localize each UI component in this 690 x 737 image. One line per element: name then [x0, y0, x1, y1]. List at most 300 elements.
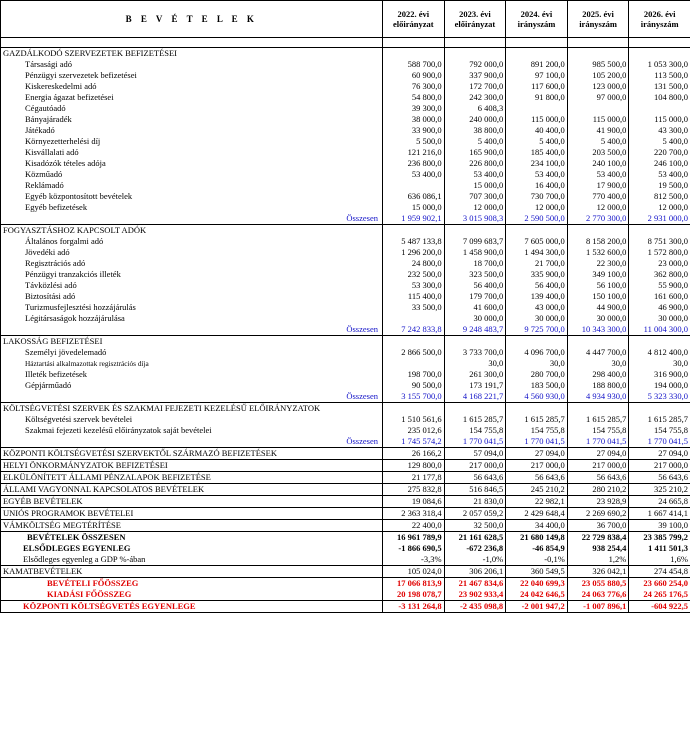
- value-cell: -2 435 098,8: [444, 601, 506, 613]
- value-cell: 4 096 700,0: [506, 347, 568, 358]
- value-cell: 154 755,8: [506, 425, 568, 436]
- value-cell: 17 066 813,9: [383, 578, 445, 590]
- value-cell: 8 158 200,0: [567, 236, 629, 247]
- value-cell: 362 800,0: [629, 269, 690, 280]
- value-cell: -672 236,8: [444, 543, 506, 554]
- value-cell: 1,2%: [567, 554, 629, 566]
- value-cell: 240 100,0: [567, 158, 629, 169]
- row-label: Összesen: [1, 324, 383, 336]
- row-label: ELKÜLÖNÍTETT ÁLLAMI PÉNZALAPOK BEFIZETÉSE: [1, 472, 383, 484]
- value-cell: 1 053 300,0: [629, 59, 690, 70]
- value-cell: 115 000,0: [567, 114, 629, 125]
- value-cell: 220 700,0: [629, 147, 690, 158]
- table-row: [1, 369, 690, 380]
- category-row: [1, 460, 690, 472]
- table-row: [1, 158, 690, 169]
- value-cell: 115 000,0: [506, 114, 568, 125]
- value-cell: 7 242 833,8: [383, 324, 445, 336]
- value-cell: 56 643,6: [444, 472, 506, 484]
- value-cell: 36 700,0: [567, 520, 629, 532]
- value-cell: 43 300,0: [629, 125, 690, 136]
- value-cell: 7 605 000,0: [506, 236, 568, 247]
- value-cell: 56 643,6: [567, 472, 629, 484]
- row-label: BEVÉTELEK ÖSSZESEN: [1, 532, 383, 544]
- row-label: KÖZPONTI KÖLTSÉGVETÉSI SZERVEKTŐL SZÁRMAZÓ BEFIZETÉSEK: [1, 448, 383, 460]
- value-cell: 60 900,0: [383, 70, 445, 81]
- table-row: [1, 347, 690, 358]
- row-label: LAKOSSÁG BEFIZETÉSEI: [1, 336, 383, 348]
- value-cell: 2 931 000,0: [629, 213, 690, 225]
- value-cell: 792 000,0: [444, 59, 506, 70]
- value-cell: 246 100,0: [629, 158, 690, 169]
- value-cell: 1 532 600,0: [567, 247, 629, 258]
- table-row: [1, 358, 690, 369]
- value-cell: [506, 48, 568, 60]
- value-cell: 55 900,0: [629, 280, 690, 291]
- value-cell: [567, 225, 629, 237]
- value-cell: 1 959 902,1: [383, 213, 445, 225]
- value-cell: 41 900,0: [567, 125, 629, 136]
- value-cell: 707 300,0: [444, 191, 506, 202]
- category-row: [1, 484, 690, 496]
- row-label: Légitársaságok hozzájárulása: [1, 313, 383, 324]
- value-cell: 5 400,0: [567, 136, 629, 147]
- value-cell: [629, 48, 690, 60]
- value-cell: 56 400,0: [444, 280, 506, 291]
- value-cell: 12 000,0: [629, 202, 690, 213]
- value-cell: 40 400,0: [506, 125, 568, 136]
- row-label: Kisvállalati adó: [1, 147, 383, 158]
- row-label: Közműadó: [1, 169, 383, 180]
- value-cell: [383, 225, 445, 237]
- table-row: [1, 92, 690, 103]
- row-label: Pénzügyi szervezetek befizetései: [1, 70, 383, 81]
- value-cell: 27 094,0: [506, 448, 568, 460]
- value-cell: 1 411 501,3: [629, 543, 690, 554]
- value-cell: 298 400,0: [567, 369, 629, 380]
- value-cell: 22 300,0: [567, 258, 629, 269]
- value-cell: 274 454,8: [629, 566, 690, 578]
- value-cell: 1 615 285,7: [629, 414, 690, 425]
- value-cell: 76 300,0: [383, 81, 445, 92]
- value-cell: 53 400,0: [629, 169, 690, 180]
- row-label: Személyi jövedelemadó: [1, 347, 383, 358]
- value-cell: 161 600,0: [629, 291, 690, 302]
- value-cell: 516 846,5: [444, 484, 506, 496]
- value-cell: 242 300,0: [444, 92, 506, 103]
- value-cell: 5 500,0: [383, 136, 445, 147]
- table-row: [1, 269, 690, 280]
- value-cell: 179 700,0: [444, 291, 506, 302]
- row-label: Összesen: [1, 391, 383, 403]
- value-cell: 316 900,0: [629, 369, 690, 380]
- value-cell: 325 210,2: [629, 484, 690, 496]
- value-cell: 326 042,1: [567, 566, 629, 578]
- row-label: GAZDÁLKODÓ SZERVEZETEK BEFIZETÉSEI: [1, 48, 383, 60]
- row-label: Reklámadó: [1, 180, 383, 191]
- value-cell: 56 643,6: [506, 472, 568, 484]
- value-cell: 39 100,0: [629, 520, 690, 532]
- table-row: [1, 291, 690, 302]
- value-cell: [506, 336, 568, 348]
- value-cell: 9 725 700,0: [506, 324, 568, 336]
- value-cell: 1 615 285,7: [444, 414, 506, 425]
- row-label: Távközlési adó: [1, 280, 383, 291]
- value-cell: 323 500,0: [444, 269, 506, 280]
- value-cell: 198 700,0: [383, 369, 445, 380]
- value-cell: 53 400,0: [444, 169, 506, 180]
- value-cell: [506, 225, 568, 237]
- value-cell: 53 400,0: [567, 169, 629, 180]
- value-cell: 1 296 200,0: [383, 247, 445, 258]
- value-cell: 150 100,0: [567, 291, 629, 302]
- value-cell: 26 166,2: [383, 448, 445, 460]
- value-cell: 5 400,0: [444, 136, 506, 147]
- value-cell: 154 755,8: [567, 425, 629, 436]
- value-cell: [567, 48, 629, 60]
- table-row: [1, 114, 690, 125]
- value-cell: 90 500,0: [383, 380, 445, 391]
- value-cell: 4 168 221,7: [444, 391, 506, 403]
- interest-revenue-row: [1, 566, 690, 578]
- value-cell: 10 343 300,0: [567, 324, 629, 336]
- grand-total-row: [1, 532, 690, 544]
- value-cell: 6 408,3: [444, 103, 506, 114]
- value-cell: 97 100,0: [506, 70, 568, 81]
- value-cell: 23 902 933,4: [444, 589, 506, 601]
- main-total-row: [1, 589, 690, 601]
- value-cell: 27 094,0: [629, 448, 690, 460]
- value-cell: 194 000,0: [629, 380, 690, 391]
- value-cell: 33 900,0: [383, 125, 445, 136]
- value-cell: 46 900,0: [629, 302, 690, 313]
- value-cell: 53 300,0: [383, 280, 445, 291]
- value-cell: 19 500,0: [629, 180, 690, 191]
- value-cell: [506, 403, 568, 415]
- value-cell: 24 063 776,6: [567, 589, 629, 601]
- subtotal-row: [1, 436, 690, 448]
- value-cell: 105 200,0: [567, 70, 629, 81]
- row-label: ELSŐDLEGES EGYENLEG: [1, 543, 383, 554]
- row-label: Költségvetési szervek bevételei: [1, 414, 383, 425]
- value-cell: 2 866 500,0: [383, 347, 445, 358]
- value-cell: 1 572 800,0: [629, 247, 690, 258]
- value-cell: 53 400,0: [506, 169, 568, 180]
- value-cell: [383, 403, 445, 415]
- value-cell: 2 363 318,4: [383, 508, 445, 520]
- value-cell: 22 040 699,3: [506, 578, 568, 590]
- value-cell: 41 600,0: [444, 302, 506, 313]
- col-header-2022: 2022. évi előirányzat: [383, 1, 445, 38]
- value-cell: -0,1%: [506, 554, 568, 566]
- table-row: [1, 236, 690, 247]
- table-row: [1, 247, 690, 258]
- value-cell: 3 733 700,0: [444, 347, 506, 358]
- row-label: KÖZPONTI KÖLTSÉGVETÉS EGYENLEGE: [1, 601, 383, 613]
- value-cell: 18 700,0: [444, 258, 506, 269]
- row-label: Egyéb központosított bevételek: [1, 191, 383, 202]
- value-cell: 53 400,0: [383, 169, 445, 180]
- value-cell: 588 700,0: [383, 59, 445, 70]
- value-cell: 23 000,0: [629, 258, 690, 269]
- value-cell: 30,0: [629, 358, 690, 369]
- value-cell: -3 131 264,8: [383, 601, 445, 613]
- value-cell: [383, 38, 445, 48]
- table-row: [1, 180, 690, 191]
- row-label: KAMATBEVÉTELEK: [1, 566, 383, 578]
- value-cell: 23 928,9: [567, 496, 629, 508]
- table-row: [1, 70, 690, 81]
- row-label: [1, 38, 383, 48]
- value-cell: 121 216,0: [383, 147, 445, 158]
- table-row: [1, 191, 690, 202]
- value-cell: 21 680 149,8: [506, 532, 568, 544]
- row-label: Háztartási alkalmazottak regisztrációs díja: [1, 358, 383, 369]
- value-cell: 280 210,2: [567, 484, 629, 496]
- value-cell: 30 000,0: [629, 313, 690, 324]
- col-header-2023: 2023. évi előirányzat: [444, 1, 506, 38]
- value-cell: -2 001 947,2: [506, 601, 568, 613]
- row-label: Biztosítási adó: [1, 291, 383, 302]
- col-header-2024: 2024. évi irányszám: [506, 1, 568, 38]
- main-total-row: [1, 578, 690, 590]
- value-cell: 3 015 908,3: [444, 213, 506, 225]
- row-label: Összesen: [1, 436, 383, 448]
- value-cell: 275 832,8: [383, 484, 445, 496]
- value-cell: 22 982,1: [506, 496, 568, 508]
- subtotal-row: [1, 324, 690, 336]
- value-cell: 38 000,0: [383, 114, 445, 125]
- value-cell: 21 830,0: [444, 496, 506, 508]
- value-cell: 30,0: [506, 358, 568, 369]
- value-cell: 891 200,0: [506, 59, 568, 70]
- value-cell: 22 400,0: [383, 520, 445, 532]
- value-cell: 349 100,0: [567, 269, 629, 280]
- value-cell: 1 770 041,5: [567, 436, 629, 448]
- value-cell: 12 000,0: [444, 202, 506, 213]
- row-label: Jövedéki adó: [1, 247, 383, 258]
- value-cell: -46 854,9: [506, 543, 568, 554]
- value-cell: 30 000,0: [567, 313, 629, 324]
- value-cell: 12 000,0: [567, 202, 629, 213]
- value-cell: 21 177,8: [383, 472, 445, 484]
- value-cell: 115 400,0: [383, 291, 445, 302]
- value-cell: 23 660 254,0: [629, 578, 690, 590]
- value-cell: 12 000,0: [506, 202, 568, 213]
- row-label: Turizmusfejlesztési hozzájárulás: [1, 302, 383, 313]
- value-cell: 91 800,0: [506, 92, 568, 103]
- row-label: Pénzügyi tranzakciós illeték: [1, 269, 383, 280]
- value-cell: [444, 225, 506, 237]
- value-cell: -3,3%: [383, 554, 445, 566]
- value-cell: 172 700,0: [444, 81, 506, 92]
- value-cell: 217 000,0: [444, 460, 506, 472]
- value-cell: [444, 38, 506, 48]
- value-cell: 4 560 930,0: [506, 391, 568, 403]
- row-label: ÁLLAMI VAGYONNAL KAPCSOLATOS BEVÉTELEK: [1, 484, 383, 496]
- table-row: [1, 147, 690, 158]
- value-cell: 19 084,6: [383, 496, 445, 508]
- value-cell: 57 094,0: [444, 448, 506, 460]
- table-row: [1, 136, 690, 147]
- value-cell: [444, 336, 506, 348]
- value-cell: 1 510 561,6: [383, 414, 445, 425]
- value-cell: 44 900,0: [567, 302, 629, 313]
- table-body: [1, 38, 690, 613]
- value-cell: 770 400,0: [567, 191, 629, 202]
- primary-balance-row: [1, 543, 690, 554]
- value-cell: 16 961 789,9: [383, 532, 445, 544]
- value-cell: 4 447 700,0: [567, 347, 629, 358]
- value-cell: 24 265 176,5: [629, 589, 690, 601]
- value-cell: 22 729 838,4: [567, 532, 629, 544]
- value-cell: 56 100,0: [567, 280, 629, 291]
- value-cell: 33 500,0: [383, 302, 445, 313]
- value-cell: [444, 403, 506, 415]
- value-cell: 5 323 330,0: [629, 391, 690, 403]
- value-cell: 337 900,0: [444, 70, 506, 81]
- value-cell: 56 643,6: [629, 472, 690, 484]
- value-cell: 30 000,0: [506, 313, 568, 324]
- table-row: [1, 81, 690, 92]
- value-cell: 636 086,1: [383, 191, 445, 202]
- value-cell: 104 800,0: [629, 92, 690, 103]
- value-cell: 232 500,0: [383, 269, 445, 280]
- value-cell: 217 000,0: [506, 460, 568, 472]
- row-label: KÖLTSÉGVETÉSI SZERVEK ÉS SZAKMAI FEJEZETI KEZELÉSŰ ELŐIRÁNYZATOK: [1, 403, 383, 415]
- value-cell: 2 770 300,0: [567, 213, 629, 225]
- table-row: [1, 380, 690, 391]
- value-cell: 115 000,0: [629, 114, 690, 125]
- section-header-row: [1, 48, 690, 60]
- value-cell: 113 500,0: [629, 70, 690, 81]
- table-row: [1, 103, 690, 114]
- row-label: Energia ágazat befizetései: [1, 92, 383, 103]
- value-cell: 24 800,0: [383, 258, 445, 269]
- subtotal-row: [1, 391, 690, 403]
- value-cell: 280 700,0: [506, 369, 568, 380]
- value-cell: 30,0: [444, 358, 506, 369]
- value-cell: 1,6%: [629, 554, 690, 566]
- value-cell: 123 000,0: [567, 81, 629, 92]
- value-cell: 27 094,0: [567, 448, 629, 460]
- value-cell: -1 007 896,1: [567, 601, 629, 613]
- value-cell: 11 004 300,0: [629, 324, 690, 336]
- value-cell: 15 000,0: [383, 202, 445, 213]
- table-row: [1, 59, 690, 70]
- value-cell: 236 800,0: [383, 158, 445, 169]
- value-cell: 985 500,0: [567, 59, 629, 70]
- row-label: Cégautóadó: [1, 103, 383, 114]
- table-row: [1, 313, 690, 324]
- value-cell: 5 400,0: [629, 136, 690, 147]
- value-cell: 203 500,0: [567, 147, 629, 158]
- row-label: Általános forgalmi adó: [1, 236, 383, 247]
- value-cell: [567, 336, 629, 348]
- value-cell: [506, 103, 568, 114]
- value-cell: 4 812 400,0: [629, 347, 690, 358]
- section-header-row: [1, 336, 690, 348]
- value-cell: 3 155 700,0: [383, 391, 445, 403]
- value-cell: [506, 38, 568, 48]
- value-cell: 1 615 285,7: [567, 414, 629, 425]
- value-cell: 43 000,0: [506, 302, 568, 313]
- value-cell: 234 100,0: [506, 158, 568, 169]
- value-cell: [383, 358, 445, 369]
- table-row: [1, 425, 690, 436]
- row-label: Regisztrációs adó: [1, 258, 383, 269]
- value-cell: 335 900,0: [506, 269, 568, 280]
- value-cell: 1 770 041,5: [444, 436, 506, 448]
- value-cell: 38 800,0: [444, 125, 506, 136]
- col-header-2025: 2025. évi irányszám: [567, 1, 629, 38]
- value-cell: 7 099 683,7: [444, 236, 506, 247]
- value-cell: -604 922,5: [629, 601, 690, 613]
- value-cell: 1 745 574,2: [383, 436, 445, 448]
- value-cell: 20 198 078,7: [383, 589, 445, 601]
- value-cell: 306 206,1: [444, 566, 506, 578]
- value-cell: 21 467 834,6: [444, 578, 506, 590]
- row-label: BEVÉTELI FŐÖSSZEG: [1, 578, 383, 590]
- value-cell: [383, 313, 445, 324]
- value-cell: [567, 38, 629, 48]
- value-cell: 139 400,0: [506, 291, 568, 302]
- value-cell: 23 055 880,5: [567, 578, 629, 590]
- value-cell: 2 429 648,4: [506, 508, 568, 520]
- row-label: Elsődleges egyenleg a GDP %-ában: [1, 554, 383, 566]
- value-cell: 5 400,0: [506, 136, 568, 147]
- value-cell: [567, 103, 629, 114]
- value-cell: 54 800,0: [383, 92, 445, 103]
- value-cell: 1 458 900,0: [444, 247, 506, 258]
- section-header-row: [1, 403, 690, 415]
- category-row: [1, 472, 690, 484]
- table-title: B E V É T E L E K: [1, 1, 383, 38]
- value-cell: 240 000,0: [444, 114, 506, 125]
- row-label: FOGYASZTÁSHOZ KAPCSOLT ADÓK: [1, 225, 383, 237]
- value-cell: [383, 336, 445, 348]
- category-row: [1, 496, 690, 508]
- value-cell: 183 500,0: [506, 380, 568, 391]
- value-cell: 117 600,0: [506, 81, 568, 92]
- value-cell: 15 000,0: [444, 180, 506, 191]
- value-cell: [629, 225, 690, 237]
- table-row: [1, 258, 690, 269]
- value-cell: 154 755,8: [444, 425, 506, 436]
- row-label: Illeték befizetések: [1, 369, 383, 380]
- value-cell: 39 300,0: [383, 103, 445, 114]
- category-row: [1, 508, 690, 520]
- value-cell: 185 400,0: [506, 147, 568, 158]
- value-cell: 131 500,0: [629, 81, 690, 92]
- value-cell: 235 012,6: [383, 425, 445, 436]
- value-cell: 30,0: [567, 358, 629, 369]
- spacer-row: [1, 38, 690, 48]
- table-row: [1, 169, 690, 180]
- value-cell: 24 665,8: [629, 496, 690, 508]
- value-cell: 5 487 133,8: [383, 236, 445, 247]
- value-cell: 1 770 041,5: [506, 436, 568, 448]
- value-cell: 154 755,8: [629, 425, 690, 436]
- value-cell: 8 751 300,0: [629, 236, 690, 247]
- value-cell: 1 615 285,7: [506, 414, 568, 425]
- value-cell: 34 400,0: [506, 520, 568, 532]
- subtotal-row: [1, 213, 690, 225]
- value-cell: [629, 403, 690, 415]
- value-cell: 938 254,4: [567, 543, 629, 554]
- category-row: [1, 520, 690, 532]
- table-row: [1, 414, 690, 425]
